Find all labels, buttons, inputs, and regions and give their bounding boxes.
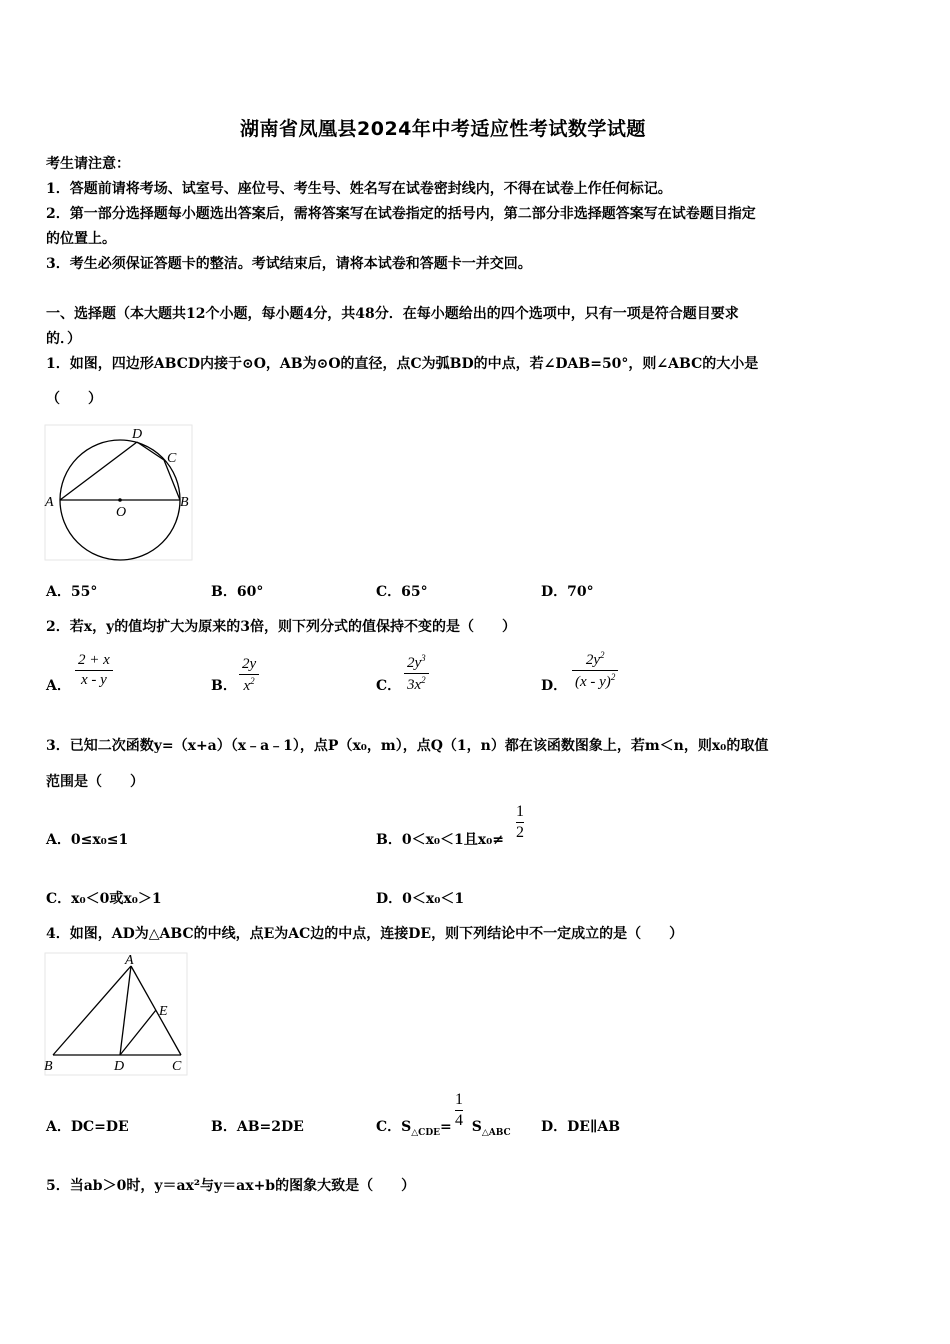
label-a: A bbox=[125, 953, 134, 968]
question-5-stem: 5．当ab＞0时，y＝ax²与y＝ax+b的图象大致是（ ） bbox=[46, 1178, 416, 1194]
label-b: B bbox=[44, 1059, 53, 1074]
median-ad bbox=[120, 966, 131, 1055]
q1-option-b: B．60° bbox=[211, 584, 264, 600]
notice-item: 3．考生必须保证答题卡的整洁。考试结束后，请将本试卷和答题卡一并交回。 bbox=[46, 256, 532, 272]
q1-option-a: A．55° bbox=[46, 584, 98, 600]
center-point bbox=[118, 498, 122, 502]
label-o: O bbox=[116, 505, 127, 520]
chord-cb bbox=[164, 460, 180, 500]
question-1-figure bbox=[44, 424, 194, 562]
question-1-paren: （ ） bbox=[46, 391, 102, 407]
label-d: D bbox=[132, 427, 143, 442]
page-title: 湖南省凤凰县2024年中考适应性考试数学试题 bbox=[240, 118, 646, 140]
q2-option-b-fraction: 2y $x^2$ bbox=[239, 656, 259, 695]
q3-option-b: B．0＜x₀＜1且x₀≠ bbox=[376, 832, 505, 848]
q2-option-a-fraction: 2 + x x - y bbox=[75, 652, 113, 689]
question-1-stem: 1．如图，四边形ABCD内接于⊙O，AB为⊙O的直径，点C为弧BD的中点，若∠DAB=50°，则∠ABC的大小是 bbox=[46, 356, 759, 372]
notice-item: 2．第一部分选择题每小题选出答案后，需将答案写在试卷指定的括号内，第二部分非选择题答案写在试卷题目指定 bbox=[46, 206, 756, 222]
section-heading: 一、选择题（本大题共12个小题，每小题4分，共48分．在每小题给出的四个选项中，只有一项是符合题目要求 bbox=[46, 306, 739, 322]
question-4-stem: 4．如图，AD为△ABC的中线，点E为AC边的中点，连接DE，则下列结论中不一定成立的是（ ） bbox=[46, 926, 684, 942]
q2-option-b-label: B． bbox=[211, 678, 237, 694]
question-3-stem: 3．已知二次函数y=（x+a）（x﹣a﹣1），点P（x₀，m），点Q（1，n）都在该函数图象上，若m＜n，则x₀的取值 bbox=[46, 738, 769, 754]
notice-item: 的位置上。 bbox=[46, 231, 116, 247]
question-4-figure bbox=[44, 952, 189, 1077]
q2-option-d-label: D． bbox=[541, 678, 568, 694]
q4-option-b: B．AB=2DE bbox=[211, 1119, 304, 1135]
label-a: A bbox=[45, 495, 54, 510]
q2-option-c-fraction: $2y^3$ $3x^2$ bbox=[404, 653, 429, 694]
q4-option-a: A．DC=DE bbox=[46, 1119, 129, 1135]
question-3-stem-cont: 范围是（ ） bbox=[46, 774, 144, 790]
label-b: B bbox=[180, 495, 189, 510]
chord-dc bbox=[137, 442, 164, 460]
q4-option-d: D．DE∥AB bbox=[541, 1119, 621, 1135]
q4-option-c-fraction: 1 4 bbox=[455, 1091, 463, 1129]
notice-heading: 考生请注意： bbox=[46, 156, 130, 172]
q2-option-c-label: C． bbox=[376, 678, 402, 694]
figure-frame bbox=[45, 425, 192, 560]
q3-option-b-fraction: 1 2 bbox=[516, 803, 524, 841]
label-c: C bbox=[167, 451, 177, 466]
label-d: D bbox=[114, 1059, 125, 1074]
q1-option-d: D．70° bbox=[541, 584, 594, 600]
q1-option-c: C．65° bbox=[376, 584, 428, 600]
q3-option-d: D．0＜x₀＜1 bbox=[376, 891, 465, 907]
q2-option-a-label: A． bbox=[46, 678, 71, 694]
q3-option-a: A．0≤x₀≤1 bbox=[46, 832, 129, 848]
section-heading-cont: 的．） bbox=[46, 331, 81, 347]
label-c: C bbox=[172, 1059, 182, 1074]
q2-option-d-fraction: $2y^2$ (x - y)$^2$ bbox=[572, 650, 618, 691]
notice-item: 1．答题前请将考场、试室号、座位号、考生号、姓名写在试卷密封线内，不得在试卷上作任何标记。 bbox=[46, 181, 672, 197]
side-ab bbox=[53, 966, 131, 1055]
question-2-stem: 2．若x，y的值均扩大为原来的3倍，则下列分式的值保持不变的是（ ） bbox=[46, 619, 516, 635]
label-e: E bbox=[159, 1004, 168, 1019]
q4-option-c: C．$S_{\triangle CDE}= S_{\triangle ABC}$ bbox=[376, 1119, 511, 1138]
chord-ad bbox=[60, 442, 137, 500]
segment-de bbox=[120, 1010, 156, 1055]
q3-option-c: C．x₀＜0或x₀＞1 bbox=[46, 891, 162, 907]
